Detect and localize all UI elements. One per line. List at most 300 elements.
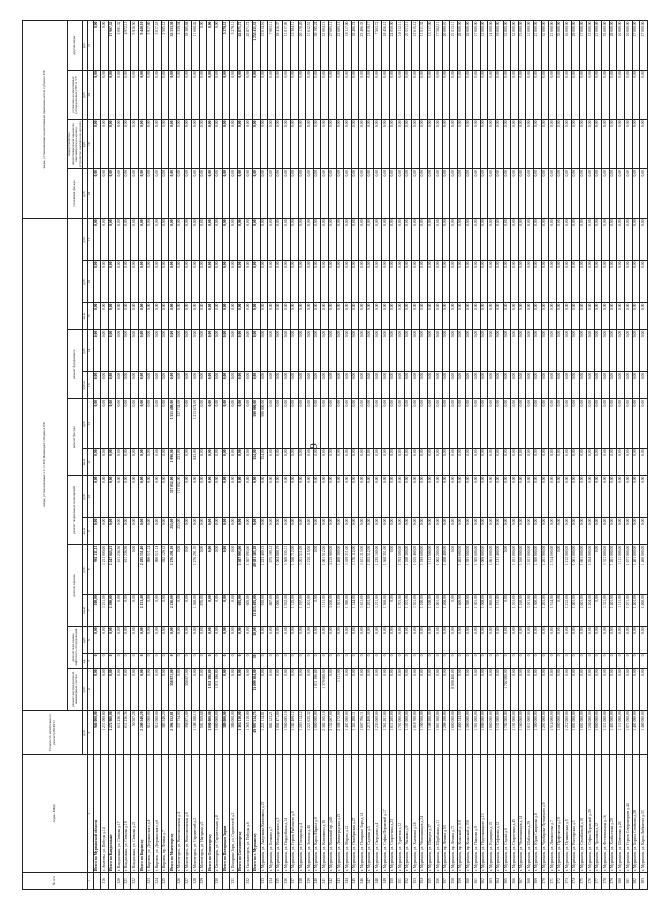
value-cell: 0,00	[458, 372, 466, 399]
total-cost-cell: 1 400 000,00	[640, 710, 648, 754]
value-cell: 1 401 000,00	[609, 545, 617, 594]
value-cell: 1 101,00	[511, 594, 519, 626]
value-cell: 0,00	[503, 448, 511, 475]
value-cell: 0,00	[480, 399, 488, 448]
total-cost-cell: 1 221 114,81	[260, 710, 268, 754]
address-cell: г. Кандалакша, ул. Спекова д.17	[116, 755, 124, 872]
unit-eng: руб.	[83, 668, 88, 710]
value-cell: 0,00	[116, 626, 124, 653]
value-cell: 0,00	[146, 448, 154, 475]
column-index-cell: 2	[87, 755, 93, 872]
address-cell: г. Мурманск, ул. Павлова д.9	[473, 755, 481, 872]
value-cell: 0,00	[518, 303, 526, 330]
unit-flat: руб.	[83, 119, 88, 168]
value-cell: 0,00	[359, 448, 367, 475]
address-cell: г. Мончегорск, ул. Комсомольская д.6	[184, 755, 192, 872]
value-cell: 0,00	[397, 518, 405, 545]
value-cell: 1 201,00	[306, 594, 314, 626]
column-index-cell: 1	[87, 872, 93, 889]
value-cell: 0,00	[222, 476, 230, 518]
total-cost-cell: 1 860 000,00	[488, 710, 496, 754]
value-cell: 0,00	[245, 119, 253, 168]
value-cell: 0	[161, 653, 169, 668]
value-cell: 0,00	[328, 169, 336, 218]
value-cell: 0,00	[237, 169, 245, 218]
value-cell: 0	[184, 653, 192, 668]
header-roof: ремонт крыши	[68, 545, 83, 627]
value-cell: 0,00	[131, 260, 139, 302]
value-cell: 0,00	[640, 448, 648, 475]
value-cell: 0,00	[640, 626, 648, 653]
value-cell: 0,00	[313, 70, 321, 119]
value-cell: 0,00	[313, 448, 321, 475]
value-cell: 0,00	[184, 448, 192, 475]
unit-elev-rub: руб.	[83, 626, 88, 653]
value-cell: 0,00	[503, 594, 511, 626]
value-cell: 0,00	[336, 169, 344, 218]
value-cell: 0,00	[427, 330, 435, 372]
value-cell: 0,00	[625, 119, 633, 168]
value-cell: 1 176 112,00	[351, 545, 359, 594]
value-cell: 0,00	[526, 303, 534, 330]
address-cell: г. Мурманск, ул. Володарского д.3	[275, 755, 283, 872]
value-cell: 0,00	[465, 119, 473, 168]
value-cell: 117 052,00	[177, 476, 185, 518]
value-cell: 1 703 500,00	[397, 545, 405, 594]
value-cell: 1 211,00	[101, 594, 109, 626]
value-cell: 0,00	[404, 70, 412, 119]
value-cell: 0,00	[420, 70, 428, 119]
value-cell: 0,00	[108, 169, 116, 218]
value-cell: 0,00	[123, 594, 131, 626]
value-cell: 0,00	[154, 169, 162, 218]
value-cell: 611 236,36	[123, 545, 131, 594]
address-cell: г. Мурманск, ул. Героев Рыбачьего д.9	[290, 755, 298, 872]
table-row	[640, 21, 648, 890]
address-cell: г. Мурманск, ул. Ушакова д.9	[404, 755, 412, 872]
value-cell: 0,00	[442, 260, 450, 302]
value-cell: 0,00	[511, 448, 519, 475]
value-cell: 21 000,00	[549, 21, 557, 71]
value-cell: 16 000,00	[617, 21, 625, 71]
total-cost-cell: 1 000 000,00	[556, 710, 564, 754]
value-cell: 0,00	[154, 448, 162, 475]
value-cell: 0,00	[533, 260, 541, 302]
row-number-cell: 374	[571, 872, 579, 889]
header-foundation: ремонт фундамента	[68, 330, 83, 399]
value-cell: 0,00	[154, 626, 162, 653]
value-cell: 0,00	[427, 303, 435, 330]
value-cell: 0,00	[442, 518, 450, 545]
value-cell: 0,00	[260, 260, 268, 302]
value-cell: 0,00	[283, 303, 291, 330]
value-cell: 0,00	[564, 626, 572, 653]
value-cell: 0,00	[154, 668, 162, 710]
table-row	[389, 21, 397, 890]
header-facade: ремонт фасада	[68, 399, 83, 476]
row-number-cell: 328	[192, 872, 200, 889]
value-cell: 0,00	[435, 626, 443, 653]
value-cell: 1 360,00	[382, 594, 390, 626]
value-cell: 0,00	[458, 260, 466, 302]
value-cell: 0,00	[594, 119, 602, 168]
value-cell: 0	[199, 653, 207, 668]
value-cell: 0,00	[495, 399, 503, 448]
address-cell: г. Кировск, ул. Дзержинского д.4	[146, 755, 154, 872]
value-cell: 0,00	[511, 668, 519, 710]
value-cell: 3 091,32	[116, 21, 124, 71]
value-cell: 0,00	[237, 372, 245, 399]
value-cell: 0,00	[473, 399, 481, 448]
value-cell: 0,00	[207, 476, 215, 518]
value-cell: 0,00	[640, 476, 648, 518]
value-cell: 0,00	[268, 330, 276, 372]
value-cell: 11 011,32	[420, 21, 428, 71]
value-cell: 0,00	[488, 518, 496, 545]
value-cell: 0,00	[625, 448, 633, 475]
value-cell: 0,00	[230, 169, 238, 218]
address-cell: г. Мончегорск, ул. Нагорная д.5	[199, 755, 207, 872]
total-cost-cell: 1 221 635,32	[306, 710, 314, 754]
value-cell: 0,00	[571, 476, 579, 518]
value-cell: 0,00	[397, 260, 405, 302]
row-number-cell: 327	[184, 872, 192, 889]
row-number-cell	[169, 872, 177, 889]
value-cell: 0,00	[131, 218, 139, 260]
address-cell: г. Мурманск, ул. Сафонова д.12	[495, 755, 503, 872]
row-number-cell: 370	[541, 872, 549, 889]
value-cell: 0,00	[366, 169, 374, 218]
value-cell: 0,00	[442, 70, 450, 119]
value-cell: 0,00	[215, 448, 223, 475]
value-cell: 0,00	[321, 626, 329, 653]
value-cell: 0,00	[594, 668, 602, 710]
value-cell: 0,00	[640, 372, 648, 399]
value-cell: 0,00	[169, 218, 177, 260]
value-cell: 0,00	[503, 119, 511, 168]
table-row	[625, 21, 633, 890]
value-cell: 0,00	[268, 169, 276, 218]
value-cell: 13 000,00	[587, 21, 595, 71]
value-cell: 21 000,00	[594, 21, 602, 71]
value-cell: 1 011 396,80	[215, 668, 223, 710]
value-cell: 0,00	[503, 545, 511, 594]
table-row	[374, 21, 382, 890]
value-cell: 0,00	[93, 626, 101, 653]
total-cost-cell: 1 208 100,00	[442, 710, 450, 754]
table-row	[290, 21, 298, 890]
value-cell: 0,00	[260, 372, 268, 399]
value-cell: 0,00	[161, 399, 169, 448]
total-cost-cell: 1 101 000,00	[511, 710, 519, 754]
value-cell: 0,00	[146, 518, 154, 545]
value-cell: 0,00	[541, 668, 549, 710]
value-cell: 0,00	[564, 372, 572, 399]
value-cell: 0,00	[184, 70, 192, 119]
value-cell: 23 406,33	[359, 21, 367, 71]
value-cell: 3 339,04	[177, 21, 185, 71]
value-cell: 1 193 600,00	[420, 545, 428, 594]
value-cell: 1 311,00	[602, 594, 610, 626]
value-cell: 0,00	[123, 260, 131, 302]
value-cell: 0,00	[632, 399, 640, 448]
value-cell: 0,00	[533, 303, 541, 330]
value-cell: 0,00	[366, 476, 374, 518]
value-cell: 0,00	[245, 518, 253, 545]
value-cell: 0,00	[123, 372, 131, 399]
value-cell: 0,00	[397, 668, 405, 710]
value-cell: 0,00	[526, 260, 534, 302]
value-cell: 0,00	[609, 448, 617, 475]
value-cell: 0,00	[397, 626, 405, 653]
value-cell: 0,00	[579, 448, 587, 475]
value-cell: 0,00	[192, 668, 200, 710]
value-cell: 0,00	[298, 169, 306, 218]
value-cell: 0,00	[161, 518, 169, 545]
value-cell: 0,00	[139, 448, 147, 475]
value-cell: 1 403 600,00	[458, 545, 466, 594]
value-cell: 0,00	[617, 448, 625, 475]
value-cell: 0,00	[511, 518, 519, 545]
address-cell: г. Оленегорск, ул. Строительная д.8	[215, 755, 223, 872]
value-cell: 876,00	[199, 594, 207, 626]
row-number-cell: 350	[389, 872, 397, 889]
total-cost-cell: 912 000,00	[146, 710, 154, 754]
value-cell: 0,00	[177, 545, 185, 594]
table-row	[275, 21, 283, 890]
value-cell: 1 011 396,80	[207, 668, 215, 710]
value-cell: 11 017,05	[283, 21, 291, 71]
value-cell: 1 101,00	[404, 594, 412, 626]
value-cell: 0,00	[549, 668, 557, 710]
value-cell: 0,00	[579, 518, 587, 545]
value-cell: 0,00	[108, 70, 116, 119]
value-cell: 0,00	[518, 372, 526, 399]
value-cell: 24 050,00	[389, 21, 397, 71]
value-cell: 0,00	[192, 119, 200, 168]
value-cell: 0,00	[328, 218, 336, 260]
value-cell: 0,00	[587, 218, 595, 260]
value-cell: 0	[268, 653, 276, 668]
value-cell: 0,00	[268, 399, 276, 448]
value-cell: 0,00	[131, 70, 139, 119]
value-cell: 0,00	[495, 372, 503, 399]
value-cell: 0,00	[146, 70, 154, 119]
value-cell: 0,00	[473, 169, 481, 218]
value-cell: 1 009 000,00	[480, 545, 488, 594]
value-cell: 0,00	[161, 303, 169, 330]
value-cell: 0,00	[192, 70, 200, 119]
value-cell: 0,00	[283, 668, 291, 710]
value-cell: 0,00	[442, 476, 450, 518]
value-cell: 0,00	[366, 372, 374, 399]
row-number-cell: 382	[632, 872, 640, 889]
value-cell: 0,00	[108, 668, 116, 710]
value-cell: 0	[169, 653, 177, 668]
table-row	[146, 21, 154, 890]
value-cell: 590 000,00	[260, 399, 268, 448]
value-cell: 0,00	[116, 119, 124, 168]
value-cell: 0,00	[252, 169, 260, 218]
value-cell: 0,00	[397, 303, 405, 330]
value-cell: 0,00	[298, 303, 306, 330]
value-cell: 28 000,00	[609, 21, 617, 71]
value-cell: 0,00	[237, 70, 245, 119]
header-total-cost: Стоимость капитального ремонта ВСЕГО	[23, 710, 83, 754]
value-cell: 0,00	[450, 169, 458, 218]
value-cell: 11 000,00	[526, 21, 534, 71]
value-cell: 0,00	[549, 330, 557, 372]
value-cell: 0,00	[215, 218, 223, 260]
value-cell: 0,00	[116, 476, 124, 518]
column-index-cell: 3	[87, 710, 93, 754]
value-cell: 0,00	[275, 169, 283, 218]
value-cell: 0,00	[488, 372, 496, 399]
value-cell: 0,00	[275, 303, 283, 330]
unit-total: руб.	[83, 710, 88, 754]
total-cost-cell: 1 161 200,11	[351, 710, 359, 754]
total-cost-cell: 1 401 000,00	[609, 710, 617, 754]
value-cell: 12 004,13	[321, 21, 329, 71]
value-cell: 16 000,00	[564, 21, 572, 71]
unit-x3: руб.	[83, 218, 88, 260]
value-cell: 0,00	[518, 518, 526, 545]
value-cell: 0,00	[192, 372, 200, 399]
value-cell: 0,00	[93, 399, 101, 448]
value-cell: 0,00	[625, 372, 633, 399]
value-cell: 0,00	[389, 594, 397, 626]
value-cell: 0,00	[328, 626, 336, 653]
unit-elev-pcs: ед.	[83, 653, 88, 668]
row-number-cell: 323	[146, 872, 154, 889]
address-cell: г. Мурманск, ул. Хлобыстова д.20	[609, 755, 617, 872]
value-cell: 0,00	[602, 448, 610, 475]
value-cell: 0,00	[177, 303, 185, 330]
value-cell: 0,00	[442, 399, 450, 448]
header-row-main	[23, 21, 68, 890]
value-cell: 0,00	[533, 476, 541, 518]
row-number-cell: 339	[306, 872, 314, 889]
value-cell: 0,00	[199, 476, 207, 518]
value-cell: 0	[260, 653, 268, 668]
value-cell: 0,00	[199, 668, 207, 710]
column-index-cell: 7	[87, 594, 93, 626]
value-cell: 0,00	[382, 169, 390, 218]
address-cell: г. Кировск, ул. Дзержинского д.6	[154, 755, 162, 872]
value-cell: 0,00	[245, 399, 253, 448]
address-cell: г. Полярные Зори, ул. Строителей д.3	[230, 755, 238, 872]
value-cell: 0,00	[579, 169, 587, 218]
value-cell: 0,00	[389, 668, 397, 710]
value-cell: 0,00	[602, 119, 610, 168]
row-number-cell: 369	[533, 872, 541, 889]
value-cell: 0,00	[625, 399, 633, 448]
value-cell: 0,00	[450, 303, 458, 330]
value-cell: 0,00	[533, 448, 541, 475]
row-number-cell: 354	[420, 872, 428, 889]
column-index-cell: 19	[87, 119, 93, 168]
value-cell: 19 000,00	[495, 21, 503, 71]
value-cell: 0,00	[549, 518, 557, 545]
value-cell: 0,00	[488, 668, 496, 710]
value-cell: 0,00	[139, 518, 147, 545]
value-cell: 0,00	[283, 119, 291, 168]
value-cell: 0,00	[450, 119, 458, 168]
table-row	[260, 21, 268, 890]
value-cell: 0,00	[625, 218, 633, 260]
value-cell: 0,00	[420, 626, 428, 653]
value-cell: 0,00	[139, 260, 147, 302]
address-cell: Итого по г. Мурманску	[252, 755, 260, 872]
value-cell: 0,00	[389, 218, 397, 260]
value-cell: 0,00	[458, 218, 466, 260]
value-cell: 0	[313, 653, 321, 668]
table-row	[131, 21, 139, 890]
value-cell: 0	[412, 653, 420, 668]
value-cell: 0	[298, 653, 306, 668]
value-cell: 0,00	[465, 448, 473, 475]
table-row	[503, 21, 511, 890]
value-cell: 0,00	[556, 330, 564, 372]
table-row	[328, 21, 336, 890]
value-cell: 0,00	[161, 260, 169, 302]
value-cell: 0,00	[101, 399, 109, 448]
value-cell: 0,00	[154, 518, 162, 545]
value-cell: 1 552,00	[283, 594, 291, 626]
header-insulation: утепление фасада	[68, 169, 83, 218]
value-cell: 0,00	[298, 372, 306, 399]
value-cell: 0,00	[336, 372, 344, 399]
value-cell: 0,00	[465, 399, 473, 448]
address-cell: г. Мурманск, ул. Челюскинцев д.24	[420, 755, 428, 872]
value-cell: 0,00	[123, 448, 131, 475]
value-cell: 0,00	[541, 119, 549, 168]
value-cell: 0,00	[108, 303, 116, 330]
value-cell: 0,00	[222, 518, 230, 545]
value-cell: 0,00	[609, 218, 617, 260]
total-cost-cell: 385 340,20	[161, 710, 169, 754]
value-cell: 0,00	[541, 626, 549, 653]
table-row	[351, 21, 359, 890]
value-cell: 0,00	[503, 218, 511, 260]
value-cell: 0,00	[328, 119, 336, 168]
value-cell: 0,00	[184, 169, 192, 218]
value-cell: 0,00	[245, 303, 253, 330]
value-cell: 0,00	[321, 399, 329, 448]
value-cell: 0,00	[275, 448, 283, 475]
value-cell: 0,00	[116, 518, 124, 545]
value-cell: 887,00	[268, 594, 276, 626]
value-cell: 0,00	[541, 476, 549, 518]
value-cell: 0,00	[93, 218, 101, 260]
value-cell: 0,00	[564, 330, 572, 372]
value-cell: 10 000,00	[625, 21, 633, 71]
value-cell: 1 002 200,00	[435, 545, 443, 594]
value-cell: 0,00	[344, 668, 352, 710]
value-cell: 1 201,00	[541, 594, 549, 626]
value-cell: 0,00	[435, 476, 443, 518]
address-cell: г. Мурманск, ул. Героев Североморцев д.44	[625, 755, 633, 872]
column-index-cell: 16	[87, 260, 93, 302]
value-cell: 0,00	[268, 476, 276, 518]
total-cost-cell: 1 301 000,00	[473, 710, 481, 754]
value-cell: 17 502,11	[435, 21, 443, 71]
value-cell: 0,00	[268, 372, 276, 399]
value-cell: 0,00	[215, 626, 223, 653]
value-cell: 0,00	[359, 372, 367, 399]
value-cell: 0,00	[328, 330, 336, 372]
value-cell: 0,00	[215, 476, 223, 518]
